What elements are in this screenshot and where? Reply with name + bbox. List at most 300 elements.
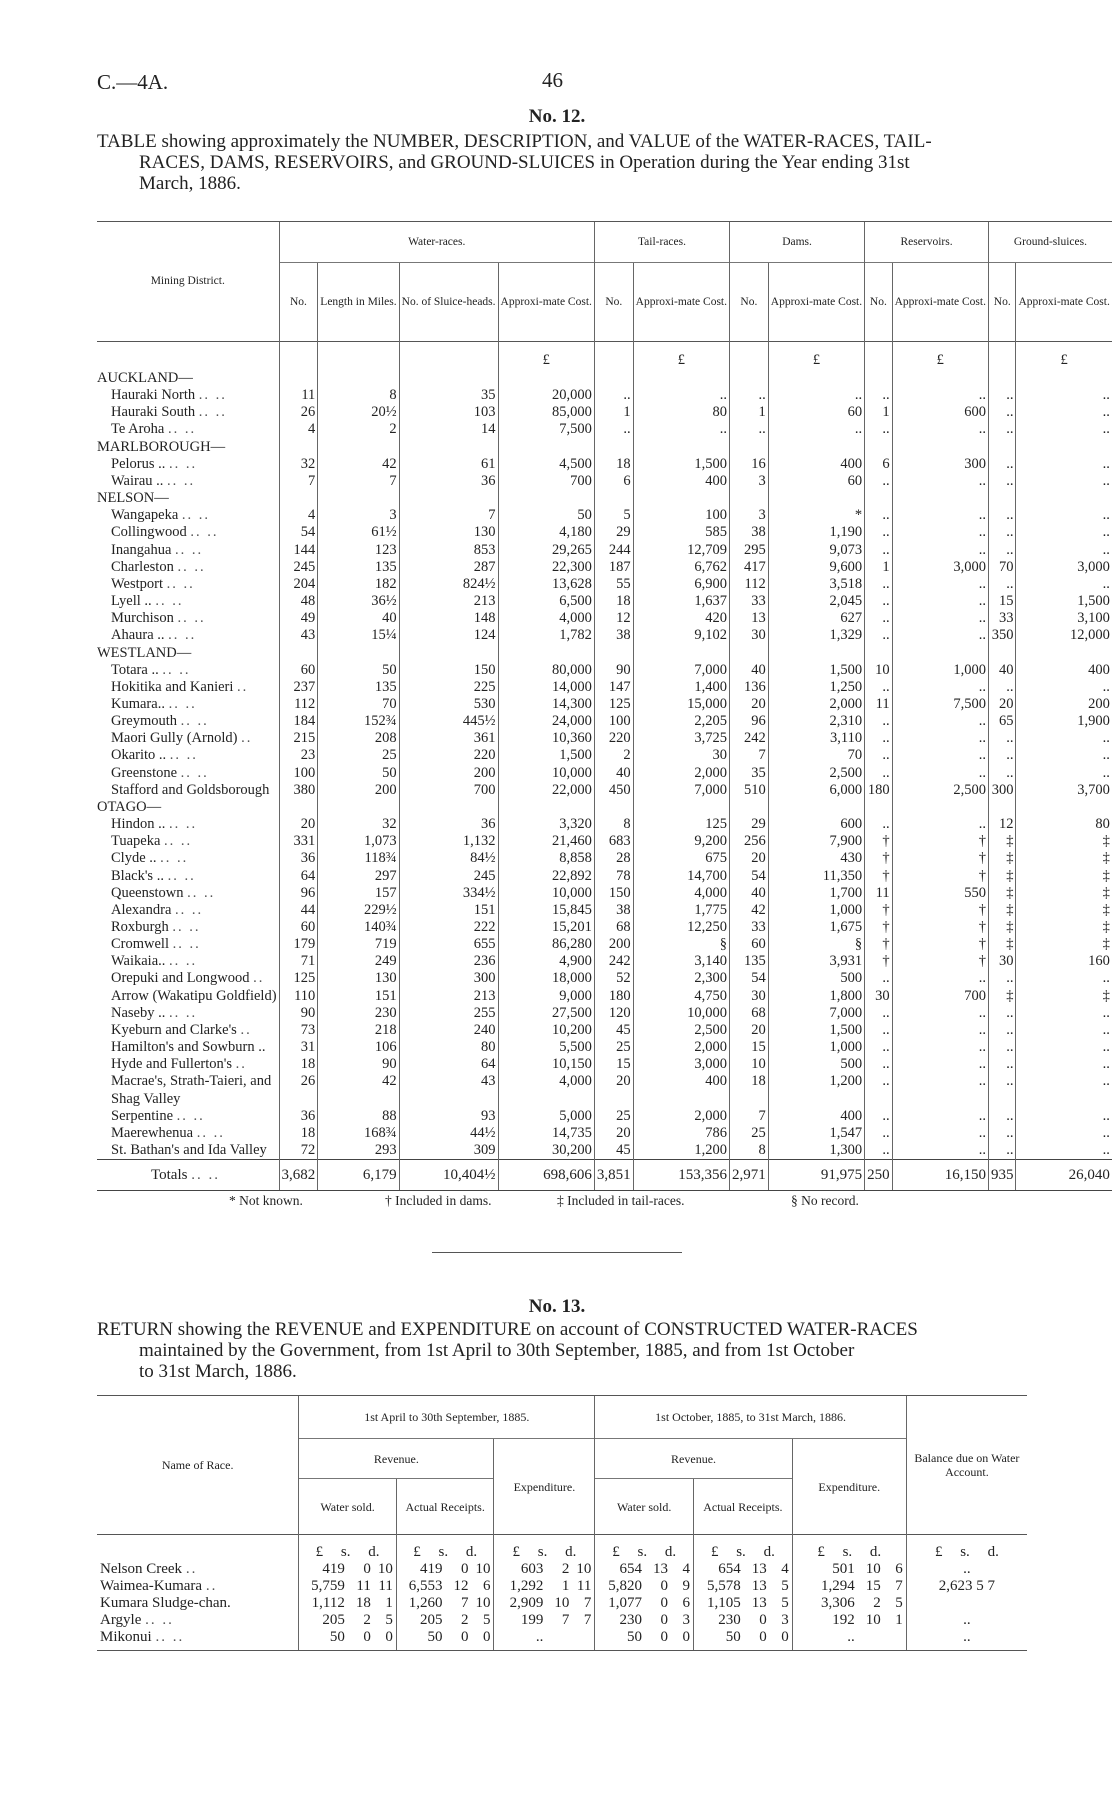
table-cell	[594, 490, 633, 507]
group-header: Ground-sluices.	[988, 222, 1111, 263]
table-cell: ..	[865, 473, 893, 490]
table-cell: 29,265	[498, 542, 594, 559]
table-cell: 61½	[318, 524, 399, 541]
row-label: Murchison	[111, 610, 174, 627]
table-cell: 70	[318, 696, 399, 713]
table-cell: 93	[399, 1108, 498, 1125]
table-row	[97, 816, 1112, 833]
pounds: 2,909	[509, 1595, 544, 1611]
pounds: 5,578	[706, 1578, 741, 1594]
money-cell	[694, 1612, 793, 1629]
table-cell: 3,140	[633, 953, 729, 970]
table-cell: 287	[399, 559, 498, 576]
table-cell: 100	[279, 765, 318, 782]
total-cell: 91,975	[768, 1160, 864, 1191]
pounds: 654	[718, 1561, 741, 1577]
leader-dots: .. ..	[162, 661, 191, 678]
currency-spacer	[97, 1535, 299, 1562]
table-cell: ..	[892, 1125, 988, 1142]
leader-dots: .. ..	[180, 764, 209, 781]
table-row	[97, 662, 1112, 679]
pence: 5	[781, 1595, 789, 1611]
table-row	[97, 970, 1112, 987]
table-cell: 125	[633, 816, 729, 833]
lsd-unit: d.	[664, 1544, 677, 1560]
table-cell: 14,700	[633, 868, 729, 885]
table-cell: ..	[1016, 456, 1112, 473]
table-cell: 43	[279, 627, 318, 644]
leader-dots: .. ..	[172, 936, 201, 953]
pounds: 419	[322, 1561, 345, 1577]
table-cell: ..	[865, 1056, 893, 1073]
table-cell: 7	[730, 747, 769, 764]
table-cell: 9,102	[633, 627, 729, 644]
shillings: 10	[865, 1612, 881, 1628]
table-cell	[865, 370, 893, 387]
row-label: Maerewhenua	[111, 1124, 194, 1141]
leader-dots: .. ..	[164, 833, 193, 850]
table-row	[97, 1595, 1027, 1612]
currency-symbol	[988, 342, 1016, 371]
table-cell: 309	[399, 1142, 498, 1160]
table-cell: 42	[730, 902, 769, 919]
table-cell: ..	[988, 542, 1016, 559]
table-cell: ..	[1016, 576, 1112, 593]
table-cell: ..	[988, 1073, 1016, 1090]
table-cell	[318, 439, 399, 456]
table-cell: 10,000	[498, 885, 594, 902]
balance-cell: 2,623 5 7	[906, 1578, 1027, 1595]
table-cell: ..	[1016, 765, 1112, 782]
table-cell: ..	[892, 593, 988, 610]
table-cell: 8,858	[498, 850, 594, 867]
table-cell: ..	[1016, 730, 1112, 747]
locality-name	[97, 868, 279, 885]
shillings: 10	[865, 1561, 881, 1577]
row-label: Inangahua	[111, 541, 172, 558]
leader-dots: .. ..	[167, 867, 196, 884]
table-cell	[498, 370, 594, 387]
table-cell	[892, 490, 988, 507]
table-cell: 90	[594, 662, 633, 679]
table-cell: 110	[279, 988, 318, 1005]
table-cell: ..	[1016, 1022, 1112, 1039]
table-cell: 293	[318, 1142, 399, 1160]
table-cell: †	[892, 953, 988, 970]
table-cell: 68	[594, 919, 633, 936]
table-cell: ..	[1016, 1073, 1112, 1090]
table-cell	[399, 490, 498, 507]
table-cell	[865, 1091, 893, 1108]
table-cell: 18	[594, 456, 633, 473]
table-cell: 80	[633, 404, 729, 421]
table-row	[97, 919, 1112, 936]
table-cell: 1,073	[318, 833, 399, 850]
locality-name	[97, 765, 279, 782]
table-cell: 1,500	[768, 662, 864, 679]
table-cell: 450	[594, 782, 633, 799]
table-cell	[498, 490, 594, 507]
table-cell: 15,000	[633, 696, 729, 713]
table-cell: ‡	[1016, 885, 1112, 902]
table-cell: 20½	[318, 404, 399, 421]
table-cell: *	[768, 507, 864, 524]
table-cell: 245	[399, 868, 498, 885]
table-cell: 215	[279, 730, 318, 747]
table-cell: 135	[730, 953, 769, 970]
pounds: 192	[832, 1612, 855, 1628]
table-cell	[865, 799, 893, 816]
table-cell: 510	[730, 782, 769, 799]
column-header: Approxi-mate Cost.	[892, 263, 988, 342]
leader-dots: ..	[241, 730, 253, 747]
table-cell	[498, 439, 594, 456]
table-cell: 25	[594, 1039, 633, 1056]
row-label: Waikaia..	[111, 953, 166, 970]
table-cell: 150	[594, 885, 633, 902]
row-label: Greymouth	[111, 713, 178, 730]
table-cell: 152¾	[318, 713, 399, 730]
table-row	[97, 936, 1112, 953]
table-cell	[498, 645, 594, 662]
lsd-unit: £	[612, 1544, 620, 1560]
table-cell: 50	[498, 507, 594, 524]
pence: 3	[781, 1612, 789, 1628]
table-cell: 600	[892, 404, 988, 421]
table-cell: 125	[594, 696, 633, 713]
table-row	[97, 387, 1112, 404]
table-cell: ..	[865, 1005, 893, 1022]
table-cell: 10,150	[498, 1056, 594, 1073]
table-cell: 1,782	[498, 627, 594, 644]
table-cell: ..	[594, 387, 633, 404]
table-cell: ..	[988, 421, 1016, 438]
table-cell: 54	[730, 970, 769, 987]
money-cell	[299, 1561, 397, 1578]
table-cell: ..	[892, 816, 988, 833]
table-cell: 71	[279, 953, 318, 970]
table-cell: 85,000	[498, 404, 594, 421]
row-label: WESTLAND—	[97, 644, 192, 661]
table-cell: 500	[768, 970, 864, 987]
table-cell: ..	[892, 1056, 988, 1073]
table-cell: 38	[594, 902, 633, 919]
table-cell: 204	[279, 576, 318, 593]
row-label: Black's ..	[111, 867, 164, 884]
table-cell: 48	[279, 593, 318, 610]
table-cell: 700	[892, 988, 988, 1005]
table-cell: 33	[730, 919, 769, 936]
group-header: Tail-races.	[594, 222, 729, 263]
table-cell: 700	[399, 782, 498, 799]
table-cell: 300	[892, 456, 988, 473]
table-cell: 103	[399, 404, 498, 421]
total-cell: 698,606	[498, 1160, 594, 1191]
table-cell: 118¾	[318, 850, 399, 867]
table-cell: ..	[892, 627, 988, 644]
table-cell: 430	[768, 850, 864, 867]
totals-text: Totals	[151, 1166, 188, 1183]
row-label: Hindon ..	[111, 816, 166, 833]
table-cell	[768, 439, 864, 456]
table-cell	[1016, 799, 1112, 816]
table-cell: 90	[279, 1005, 318, 1022]
table-cell: 400	[1016, 662, 1112, 679]
table-cell: 151	[399, 902, 498, 919]
table-cell	[768, 799, 864, 816]
water-sold-header: Water sold.	[299, 1479, 397, 1535]
row-label: Kyeburn and Clarke's	[111, 1021, 237, 1038]
revenue-header: Revenue.	[299, 1439, 494, 1479]
table-row	[97, 833, 1112, 850]
table-cell: 40	[730, 662, 769, 679]
table-cell	[1016, 1091, 1112, 1108]
table-row	[97, 868, 1112, 885]
table-cell: 240	[399, 1022, 498, 1039]
table-cell: 7	[318, 473, 399, 490]
table-cell	[594, 439, 633, 456]
pounds: 5,820	[608, 1578, 643, 1594]
table-cell: ..	[865, 816, 893, 833]
table-row	[97, 988, 1112, 1005]
table-cell: 18	[594, 593, 633, 610]
pounds: 230	[619, 1612, 643, 1628]
table-cell	[279, 1091, 318, 1108]
currency-symbol: £	[768, 342, 864, 371]
table-cell: ..	[865, 1142, 893, 1160]
table-cell: 65	[988, 713, 1016, 730]
table-13	[97, 1395, 1027, 1651]
lsd-unit: d.	[565, 1544, 577, 1560]
table-cell: 157	[318, 885, 399, 902]
lsd-unit: d.	[465, 1544, 478, 1560]
table-cell: 151	[318, 988, 399, 1005]
money-cell	[494, 1595, 595, 1612]
table-cell: ..	[594, 421, 633, 438]
caption-line: March, 1886.	[139, 173, 241, 194]
table-cell: 22,892	[498, 868, 594, 885]
locality-name	[97, 902, 279, 919]
table-cell: 12	[594, 610, 633, 627]
table-cell: ..	[865, 765, 893, 782]
pence: 7	[583, 1595, 592, 1611]
district-name	[97, 799, 279, 816]
shillings: 0	[363, 1561, 371, 1577]
table-cell: ..	[865, 713, 893, 730]
table-cell: 6,500	[498, 593, 594, 610]
leader-dots: .. ..	[181, 507, 211, 524]
table-cell	[318, 490, 399, 507]
table-cell: 400	[633, 473, 729, 490]
balance-cell	[906, 1595, 1027, 1612]
locality-name	[97, 1022, 279, 1039]
money-cell	[396, 1578, 494, 1595]
table-cell: ..	[1016, 747, 1112, 764]
table-cell: 200	[318, 782, 399, 799]
table-cell: 1,400	[633, 679, 729, 696]
table-cell: 229½	[318, 902, 399, 919]
table-cell: 78	[594, 868, 633, 885]
table-row	[97, 1108, 1112, 1125]
money-cell	[792, 1578, 906, 1595]
table-cell	[633, 490, 729, 507]
table-cell: 3,700	[1016, 782, 1112, 799]
table-cell: 7,500	[892, 696, 988, 713]
table-cell: 200	[1016, 696, 1112, 713]
caption-line: to 31st March, 1886.	[139, 1361, 297, 1382]
table-cell: 12	[988, 816, 1016, 833]
table-cell: 50	[318, 765, 399, 782]
row-label: Waimea-Kumara	[100, 1578, 203, 1594]
table-cell: 30,200	[498, 1142, 594, 1160]
table-cell: ..	[988, 1039, 1016, 1056]
table-row	[97, 559, 1112, 576]
table-cell: 237	[279, 679, 318, 696]
table-cell: ‡	[1016, 936, 1112, 953]
table-cell: ..	[1016, 679, 1112, 696]
district-row	[97, 490, 1112, 507]
total-cell: 250	[865, 1160, 893, 1191]
total-cell: 6,179	[318, 1160, 399, 1191]
pence: 7	[895, 1578, 903, 1594]
table-cell: 218	[318, 1022, 399, 1039]
table-cell: 36	[279, 1108, 318, 1125]
district-row	[97, 645, 1112, 662]
lsd-unit: £	[710, 1544, 719, 1560]
table-row	[97, 765, 1112, 782]
table-cell: ..	[988, 765, 1016, 782]
totals-row	[97, 1160, 1112, 1191]
table-cell: 35	[730, 765, 769, 782]
table-cell	[633, 439, 729, 456]
table-cell: 7,900	[768, 833, 864, 850]
locality-name	[97, 1091, 279, 1108]
table-cell: 29	[730, 816, 769, 833]
table-cell: 14,300	[498, 696, 594, 713]
pounds: 205	[322, 1612, 345, 1628]
locality-name	[97, 782, 279, 799]
row-label: Westport	[111, 575, 163, 592]
table-cell: ..	[865, 610, 893, 627]
money-cell	[595, 1612, 694, 1629]
table-cell: 135	[318, 559, 399, 576]
table-cell: ..	[865, 970, 893, 987]
table-row	[97, 885, 1112, 902]
table-cell: 45	[594, 1022, 633, 1039]
locality-name	[97, 1125, 279, 1142]
table-cell	[730, 439, 769, 456]
race-name	[97, 1629, 299, 1651]
table-cell: 80,000	[498, 662, 594, 679]
table-cell: 6,762	[633, 559, 729, 576]
table-cell: ..	[892, 524, 988, 541]
leader-dots: ..	[237, 678, 249, 695]
row-label: Macrae's, Strath-Taieri, and	[111, 1073, 272, 1090]
table-cell	[318, 799, 399, 816]
pounds: ..	[847, 1629, 855, 1645]
row-label: Tuapeka	[111, 833, 161, 850]
shillings: 0	[759, 1612, 767, 1628]
table-cell: ..	[1016, 387, 1112, 404]
row-label: Collingwood	[111, 524, 187, 541]
table-row	[97, 1056, 1112, 1073]
locality-name	[97, 404, 279, 421]
column-header: No.	[594, 263, 633, 342]
column-header: No.	[865, 263, 893, 342]
table-cell: 22,000	[498, 782, 594, 799]
table-cell: 22,300	[498, 559, 594, 576]
table-cell: ..	[892, 765, 988, 782]
table-cell: 3,000	[633, 1056, 729, 1073]
table-cell: 86,280	[498, 936, 594, 953]
table-row	[97, 542, 1112, 559]
shillings: 11	[356, 1578, 371, 1594]
table-cell	[988, 490, 1016, 507]
shillings: 13	[751, 1595, 767, 1611]
period-header: 1st October, 1885, to 31st March, 1886.	[595, 1396, 906, 1439]
lsd-header	[494, 1535, 595, 1562]
table-row	[97, 1629, 1027, 1651]
table-cell: 3	[730, 507, 769, 524]
table-cell: ‡	[1016, 988, 1112, 1005]
pence: 9	[682, 1578, 691, 1594]
locality-name	[97, 542, 279, 559]
table-cell: 44	[279, 902, 318, 919]
table-cell: 15,201	[498, 919, 594, 936]
lsd-unit: s.	[340, 1544, 351, 1560]
table-row	[97, 627, 1112, 644]
table-cell: 88	[318, 1108, 399, 1125]
district-name	[97, 490, 279, 507]
money-cell	[792, 1595, 906, 1612]
table-row	[97, 1125, 1112, 1142]
table-cell: 5,000	[498, 1108, 594, 1125]
row-label: Hokitika and Kanieri	[111, 678, 234, 695]
table-cell: 2,000	[768, 696, 864, 713]
footnote: ‡ Included in tail-races.	[557, 1193, 685, 1208]
pence: 11	[576, 1578, 592, 1594]
lsd-unit: d.	[763, 1544, 775, 1560]
table-cell: 2,205	[633, 713, 729, 730]
table-cell: ..	[988, 576, 1016, 593]
pence: 0	[482, 1629, 491, 1645]
pounds: 1,292	[509, 1578, 544, 1594]
leader-dots: .. ..	[169, 816, 198, 833]
currency-row	[97, 1535, 1027, 1562]
locality-name	[97, 970, 279, 987]
table-cell: ..	[892, 576, 988, 593]
table-cell: 1	[730, 404, 769, 421]
table-cell: ..	[988, 730, 1016, 747]
caption-line: RETURN showing the REVENUE and EXPENDITURE on account of CONSTRUCTED WATER-RACES	[97, 1319, 918, 1340]
locality-name	[97, 1005, 279, 1022]
table-cell: 3,100	[1016, 610, 1112, 627]
table-cell: ..	[1016, 473, 1112, 490]
row-label: Orepuki and Longwood	[111, 970, 250, 987]
table-cell: ..	[1016, 1108, 1112, 1125]
pence: 10	[475, 1595, 491, 1611]
table-cell: ..	[988, 1125, 1016, 1142]
district-name	[97, 645, 279, 662]
table-cell: 1,800	[768, 988, 864, 1005]
table-cell: ..	[865, 593, 893, 610]
table-row	[97, 421, 1112, 438]
table-cell: 40	[318, 610, 399, 627]
table-cell: 80	[1016, 816, 1112, 833]
table-cell: §	[768, 936, 864, 953]
table-cell: 31	[279, 1039, 318, 1056]
table-cell: 675	[633, 850, 729, 867]
